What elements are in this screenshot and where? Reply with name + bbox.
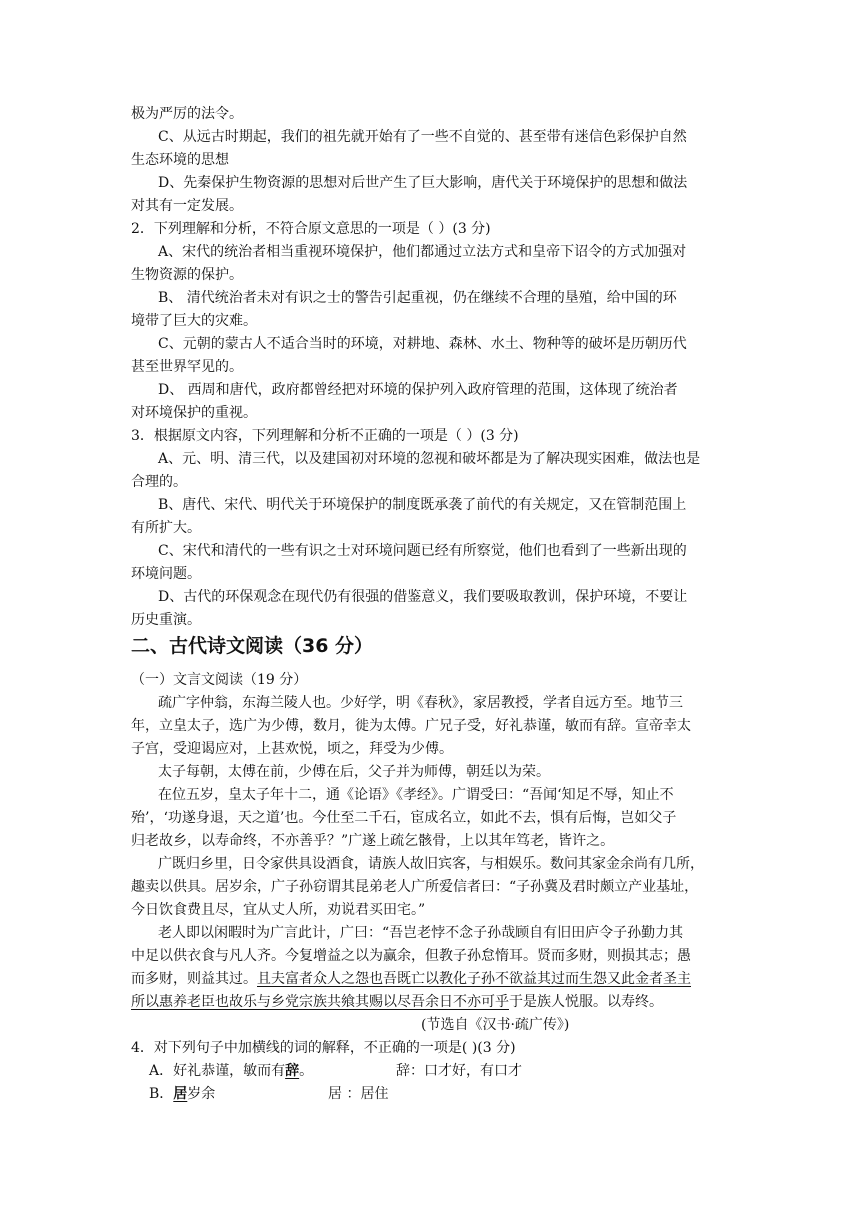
- passage-line: 归老故乡，以寿命终，不亦善乎？”广遂上疏乞骸骨，上以其年笃老，皆许之。: [131, 833, 615, 849]
- q2-option-b: B、 清代统治者未对有识之士的警告引起重视，仍在继续不合理的垦殖，给中国的环: [158, 290, 677, 306]
- underlined-word: 居: [173, 1086, 188, 1102]
- text-line: 对其有一定发展。: [131, 198, 243, 214]
- passage-line: 子宫，受迎谒应对，上甚欢悦，顷之，拜受为少傅。: [131, 741, 453, 757]
- text-line: 生态环境的思想: [131, 152, 229, 168]
- text-line: 对环境保护的重视。: [131, 405, 257, 421]
- passage-line: 疏广字仲翁，东海兰陵人也。少好学，明《春秋》，家居教授，学者自远方至。地节三: [158, 695, 683, 711]
- passage-line: 今日饮食费且尽，宜从丈人所，劝说君买田宅。”: [131, 902, 426, 918]
- q3-option-d: D、古代的环保观念在现代仍有很强的借鉴意义，我们要吸取教训，保护环境，不要让: [158, 589, 688, 605]
- q3-option-a: A、元、明、清三代，以及建国初对环境的忽视和破坏都是为了解决现实困难，做法也是: [158, 451, 701, 467]
- passage-line: 年，立皇太子，选广为少傅，数月，徙为太傅。广兄子受，好礼恭谨，敏而有辞。宣帝幸太: [131, 718, 691, 734]
- text-line: 历史重演。: [131, 612, 201, 628]
- passage-line: 在位五岁，皇太子年十二，通《论语》《孝经》。广谓受曰：“吾闻‘知足不辱，知止不: [158, 787, 674, 803]
- q2-option-d: D、 西周和唐代，政府都曾经把对环境的保护列入政府管理的范围，这体现了统治者: [158, 382, 678, 398]
- text-line: 境带了巨大的灾难。: [131, 313, 257, 329]
- q4-option-a-explanation: 辞：口才好，有口才: [396, 1063, 522, 1079]
- q2-option-a: A、宋代的统治者相当重视环境保护，他们都通过立法方式和皇帝下诏令的方式加强对: [158, 244, 687, 260]
- q2-option-c: C、元朝的蒙古人不适合当时的环境，对耕地、森林、水土、物种等的破坏是历朝历代: [158, 336, 687, 352]
- text-line: 合理的。: [131, 474, 187, 490]
- q4-option-b: B．居岁余: [149, 1086, 216, 1102]
- underlined-sentence: 所以惠养老臣也故乐与乡党宗族共飨其赐以尽吾余日不亦可乎: [131, 994, 509, 1010]
- text-line: 甚至世界罕见的。: [131, 359, 243, 375]
- passage-line: 中足以供衣食与凡人齐。今复增益之以为赢余，但教子孙怠惰耳。贤而多财，则损其志；愚: [131, 948, 691, 964]
- passage-source: (节选自《汉书·疏广传》): [421, 1017, 570, 1033]
- question-3-stem: 3．根据原文内容，下列理解和分析不正确的一项是（ ）(3 分): [131, 428, 519, 444]
- subsection-heading: （一）文言文阅读（19 分）: [131, 672, 308, 688]
- section-heading: 二、古代诗文阅读（36 分）: [131, 635, 374, 657]
- passage-text: 而多财，则益其过。: [131, 971, 257, 987]
- passage-line: 殆’，‘功遂身退，天之道’也。今仕至二千石，宦成名立，如此不去，惧有后悔，岂如父子: [131, 810, 677, 826]
- text-line: 生物资源的保护。: [131, 267, 243, 283]
- question-4-stem: 4．对下列句子中加横线的词的解释，不正确的一项是( )(3 分): [131, 1040, 516, 1056]
- passage-line: 趣卖以供具。居岁余，广子孙窃谓其昆弟老人广所爱信者曰：“子孙冀及君时颇立产业基址，: [131, 879, 699, 895]
- option-c-line: C、从远古时期起，我们的祖先就开始有了一些不自觉的、甚至带有迷信色彩保护自然: [158, 129, 687, 145]
- passage-line: 广既归乡里，日令家供具设酒食，请族人故旧宾客，与相娱乐。数问其家金余尚有几所，: [158, 856, 704, 872]
- passage-line: 太子每朝，太傅在前，少傅在后，父子并为师傅，朝廷以为荣。: [158, 764, 550, 780]
- option-d-line: D、先秦保护生物资源的思想对后世产生了巨大影响，唐代关于环境保护的思想和做法: [158, 175, 688, 191]
- underlined-sentence: 且夫富者众人之怨也吾既亡以教化子孙不欲益其过而生怨又此金者圣主: [257, 971, 691, 987]
- passage-text: 于是族人悦服。以寿终。: [509, 994, 663, 1010]
- passage-line: 老人即以闲暇时为广言此计，广曰：“吾岂老悖不念子孙哉顾自有旧田庐令子孙勤力其: [158, 925, 684, 941]
- q4-option-a: A．好礼恭谨，敏而有辞。: [149, 1063, 314, 1079]
- text-line: 有所扩大。: [131, 520, 201, 536]
- text-line: 极为严厉的法令。: [131, 106, 243, 122]
- q3-option-b: B、唐代、宋代、明代关于环境保护的制度既承袭了前代的有关规定，又在管制范围上: [158, 497, 687, 513]
- passage-line: [131, 991, 731, 1013]
- text-line: 环境问题。: [131, 566, 201, 582]
- passage-line: [131, 968, 731, 990]
- underlined-word: 辞: [285, 1063, 300, 1079]
- question-2-stem: 2．下列理解和分析，不符合原文意思的一项是（ ）(3 分): [131, 221, 491, 237]
- q3-option-c: C、宋代和清代的一些有识之士对环境问题已经有所察觉，他们也看到了一些新出现的: [158, 543, 687, 559]
- q4-option-b-explanation: 居 ：居住: [328, 1086, 389, 1102]
